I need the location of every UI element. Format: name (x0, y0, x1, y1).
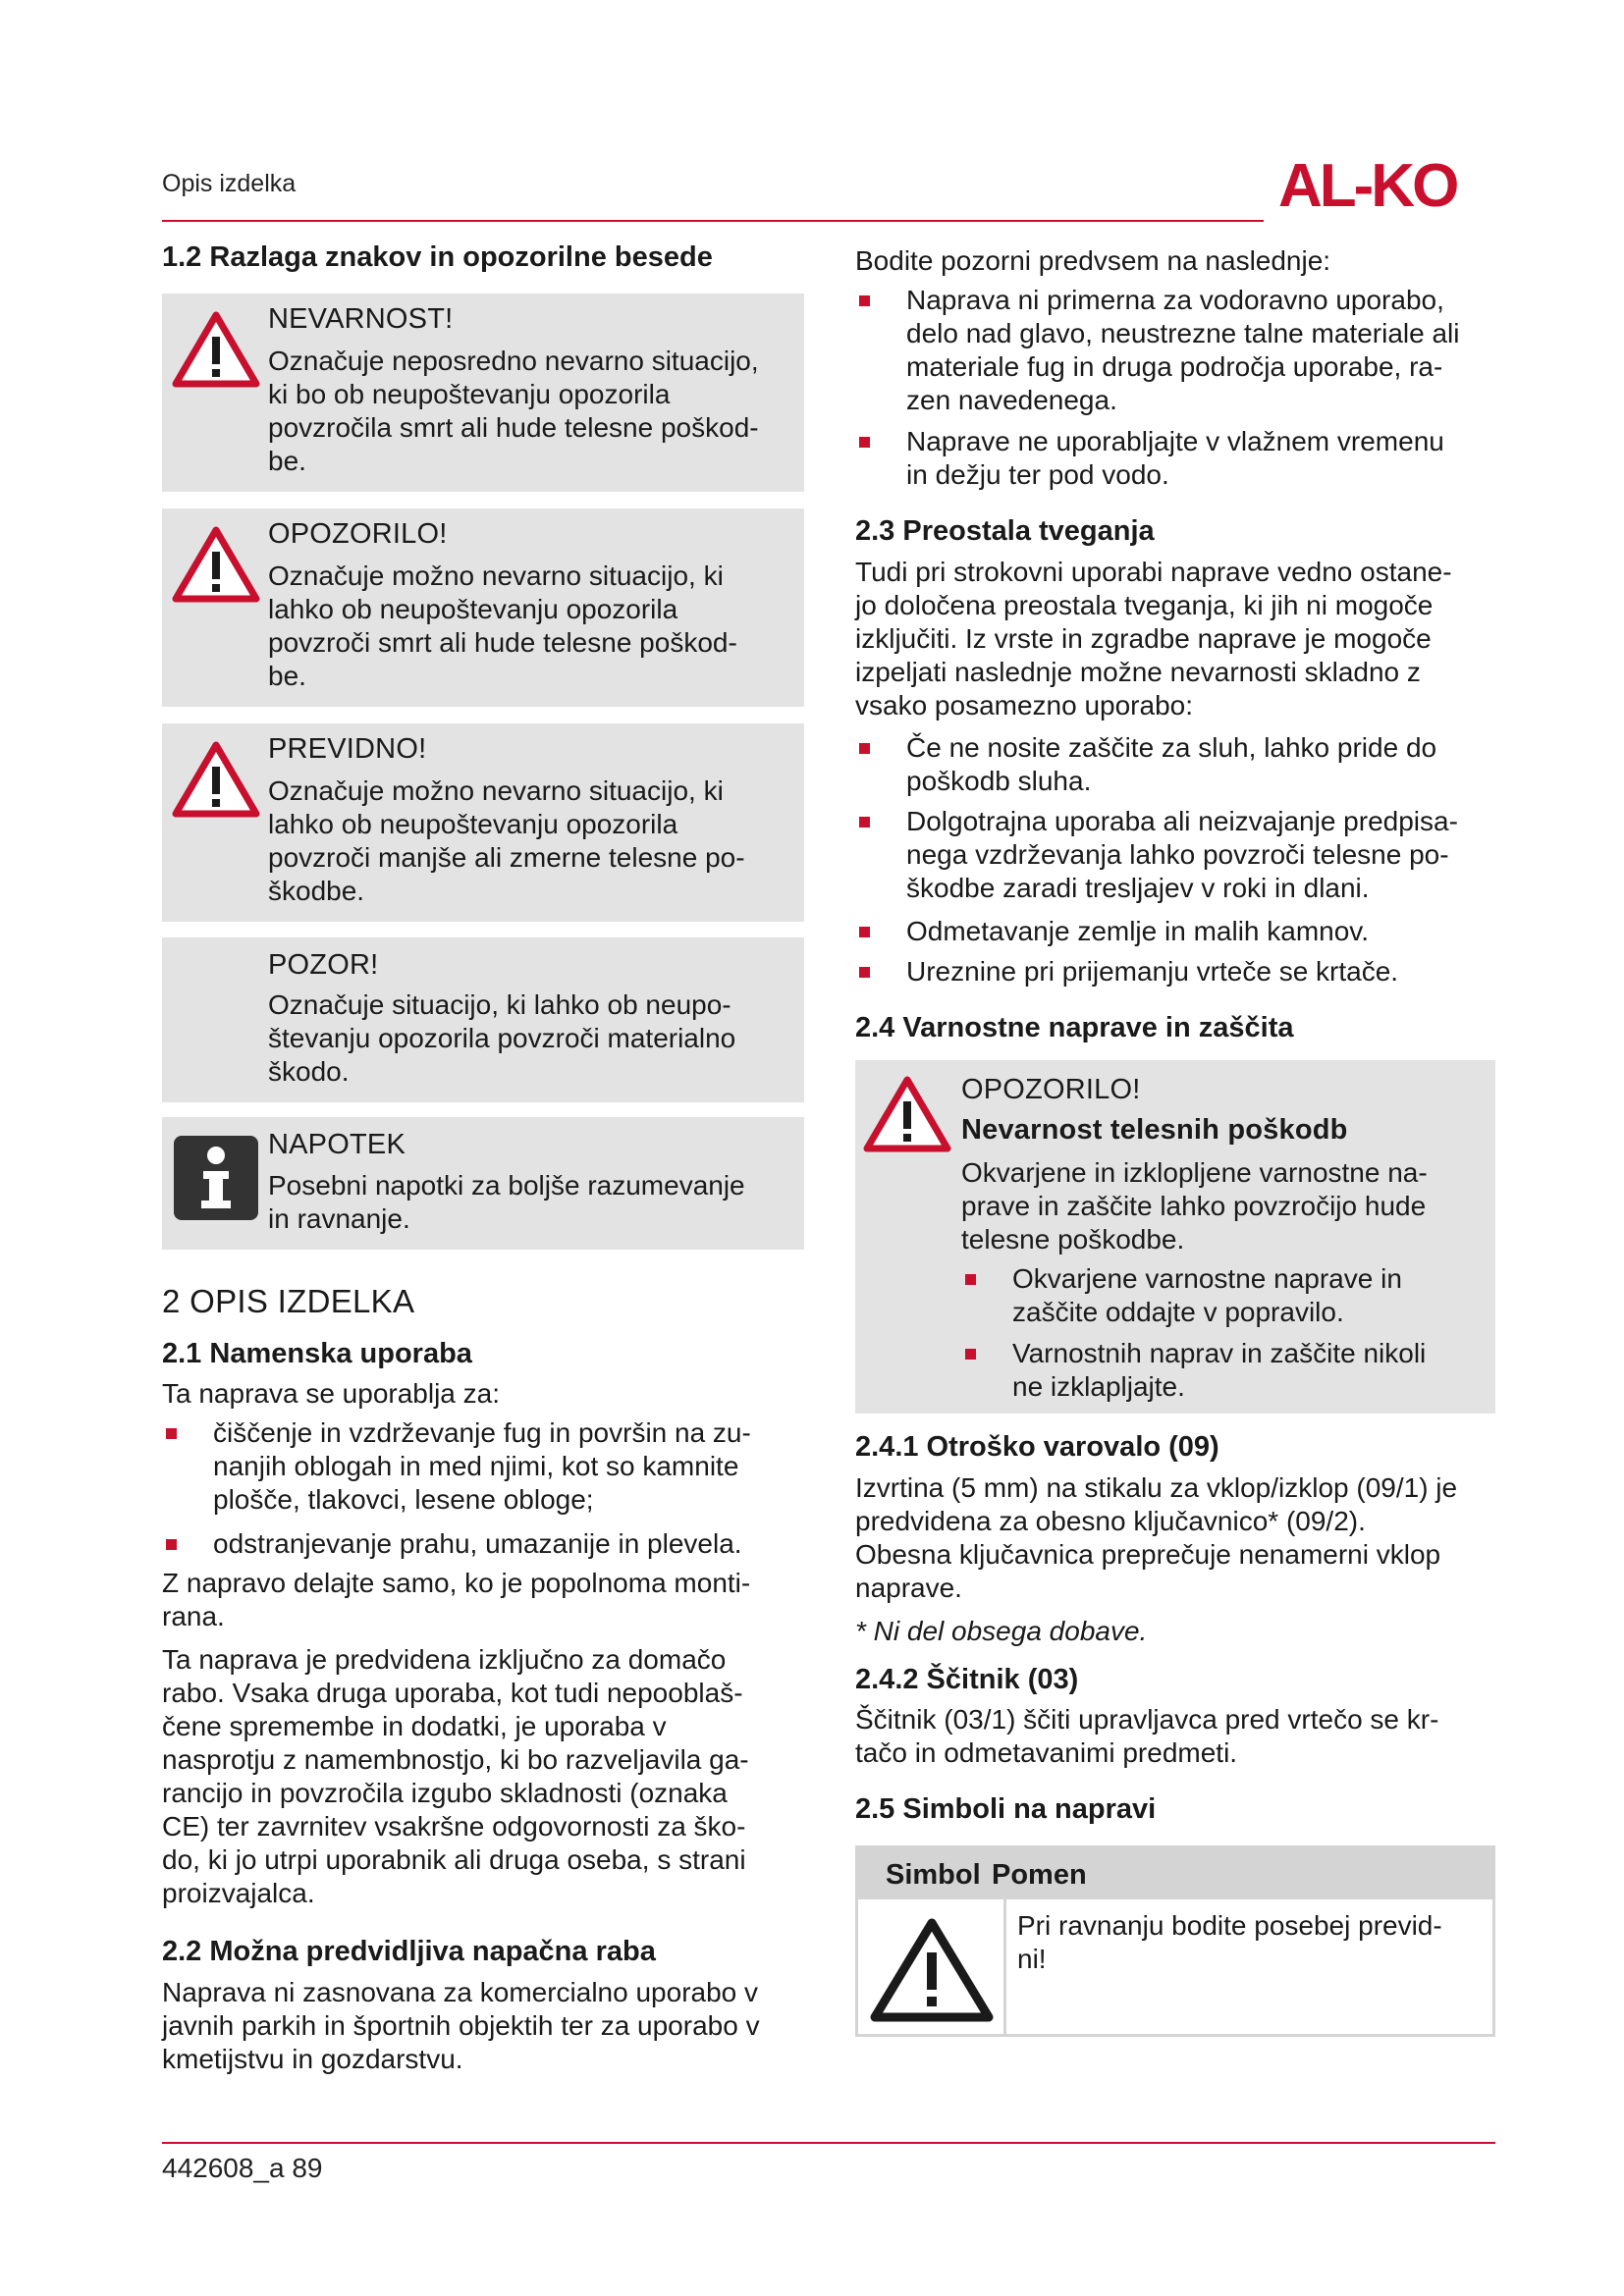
section-1-2-title: 1.2 Razlaga znakov in opozorilne besede (162, 241, 713, 273)
notice-title: POZOR! (268, 949, 379, 981)
caution-box (162, 723, 804, 922)
caution-text: Označuje možno nevarno situacijo, ki lahko ob neupoštevanju opozorila povzroči manjše ali zmerne telesne po- škodbe. (268, 775, 745, 906)
caution-triangle-icon (868, 1915, 996, 2023)
warning-triangle-icon (172, 524, 260, 603)
section-2-3-paragraph: Tudi pri strokovni uporabi naprave vedno ostane- jo določena preostala tveganja, ki jih ni mogoče izključiti. Iz vrste in zgradbe naprave je mogoče izpeljati naslednje možne nevarnosti skladno z vsako posamezno uporabo: (855, 557, 1452, 721)
list-item: Odmetavanje zemlje in malih kamnov. (855, 915, 1495, 948)
symbol-meaning: Pri ravnanju bodite posebej previd- ni! (1017, 1910, 1442, 1974)
list-item: Ureznine pri prijemanju vrteče se krtače. (855, 955, 1495, 988)
header-rule (162, 220, 1264, 222)
safety-warning-text: Okvarjene in izklopljene varnostne na- prave in zaščite lahko povzročijo hude telesne poškodbe. (961, 1157, 1428, 1255)
section-2-4-2-title: 2.4.2 Ščitnik (03) (855, 1664, 1079, 1695)
bullet-square-icon (166, 1539, 177, 1550)
bullet-square-icon (859, 743, 870, 754)
section-2-1-paragraph-2: Ta naprava je predvidena izključno za domačo rabo. Vsaka druga uporaba, kot tudi nepooblaš- čene spremembe in dodatki, je uporaba v nasprotju z namembnostjo, ki bo razveljavila ga- rancijo in povzročila izgubo skladnosti (oznaka CE) ter zavrnitev vsakršne odgovornosti za ško- do, ki jo utrpi uporabnik ali druga oseba, s strani proizvajalca. (162, 1644, 749, 1908)
safety-warning-title: OPOZORILO! (961, 1074, 1141, 1105)
list-item: Varnostnih naprav in zaščite nikoli ne izklapljajte. (961, 1337, 1482, 1404)
section-2-3-title: 2.3 Preostala tveganja (855, 515, 1155, 547)
column-header-symbol: Simbol (886, 1859, 981, 1891)
bullet-square-icon (859, 817, 870, 828)
danger-title: NEVARNOST! (268, 303, 454, 335)
warning-triangle-icon (172, 309, 260, 388)
table-divider (1003, 1899, 1006, 2034)
bullet-square-icon (859, 437, 870, 448)
section-2-2-paragraph: Naprava ni zasnovana za komercialno uporabo v javnih parkih in športnih objektih ter za uporabo v kmetijstvu in gozdarstvu. (162, 1977, 760, 2074)
section-2-1-intro: Ta naprava se uporablja za: (162, 1378, 500, 1409)
bullet-square-icon (859, 927, 870, 937)
alko-logo (1278, 157, 1494, 212)
list-item: Okvarjene varnostne naprave in zaščite oddajte v popravilo. (961, 1262, 1482, 1329)
warning-title: OPOZORILO! (268, 518, 448, 550)
page-footer: 442608_a 89 (162, 2153, 323, 2183)
footer-rule (162, 2142, 1495, 2144)
caution-title: PREVIDNO! (268, 733, 427, 765)
list-item: Dolgotrajna uporaba ali neizvajanje predpisa- nega vzdrževanja lahko povzroči telesne po- škodbe zaradi tresljajev v roki in dlani. (855, 805, 1495, 905)
column-header-meaning: Pomen (992, 1859, 1087, 1891)
bullet-square-icon (859, 967, 870, 978)
symbol-table-header (858, 1848, 1492, 1899)
safety-warning-subtitle: Nevarnost telesnih poškodb (961, 1114, 1348, 1146)
section-2-4-1-title: 2.4.1 Otroško varovalo (09) (855, 1431, 1219, 1463)
info-icon (174, 1136, 258, 1220)
list-item: Naprava ni primerna za vodoravno uporabo, delo nad glavo, neustrezne talne materiale ali materiale fug in druga področja uporabe, ra- zen navedenega. (855, 284, 1495, 417)
list-item: odstranjevanje prahu, umazanije in plevela. (162, 1527, 804, 1561)
warning-box (162, 508, 804, 707)
logo-text: AL-KO (1278, 157, 1457, 212)
danger-box (162, 294, 804, 492)
safety-warning-box (855, 1060, 1495, 1414)
delivery-note: * Ni del obsega dobave. (855, 1616, 1148, 1646)
section-2-4-title: 2.4 Varnostne naprave in zaščita (855, 1012, 1294, 1043)
running-header: Opis izdelka (162, 170, 297, 197)
tip-box (162, 1117, 804, 1250)
bullet-square-icon (859, 295, 870, 306)
tip-text: Posebni napotki za boljše razumevanje in ravnanje. (268, 1170, 745, 1234)
tip-title: NAPOTEK (268, 1129, 406, 1160)
bullet-square-icon (166, 1428, 177, 1439)
chapter-2-title: 2 OPIS IZDELKA (162, 1283, 415, 1319)
section-2-5-title: 2.5 Simboli na napravi (855, 1793, 1157, 1825)
bullet-square-icon (965, 1349, 976, 1360)
list-item: Naprave ne uporabljajte v vlažnem vremenu in dežju ter pod vodo. (855, 425, 1495, 492)
list-item: Če ne nosite zaščite za sluh, lahko pride do poškodb sluha. (855, 731, 1495, 798)
section-2-4-1-paragraph: Izvrtina (5 mm) na stikalu za vklop/izklop (09/1) je predvidena za obesno ključavnico* (09/2). Obesna ključavnica preprečuje nenamerni vklop naprave. (855, 1472, 1458, 1603)
warning-text: Označuje možno nevarno situacijo, ki lahko ob neupoštevanju opozorila povzroči smrt ali hude telesne poškod- be. (268, 561, 737, 691)
notice-box (162, 937, 804, 1102)
section-2-2-title: 2.2 Možna predvidljiva napačna raba (162, 1936, 656, 1967)
list-item: čiščenje in vzdrževanje fug in površin na zu- nanjih oblogah in med njimi, kot so kamnite plošče, tlakovci, lesene obloge; (162, 1416, 804, 1517)
right-intro: Bodite pozorni predvsem na naslednje: (855, 245, 1331, 276)
section-2-1-title: 2.1 Namenska uporaba (162, 1338, 472, 1369)
section-2-4-2-paragraph: Ščitnik (03/1) ščiti upravljavca pred vrtečo se kr- tačo in odmetavanimi predmeti. (855, 1704, 1439, 1768)
danger-text: Označuje neposredno nevarno situacijo, ki bo ob neupoštevanju opozorila povzročila smrt ali hude telesne poškod- be. (268, 346, 759, 476)
notice-text: Označuje situacijo, ki lahko ob neupo- števanju opozorila povzroči materialno škodo. (268, 989, 736, 1087)
section-2-1-paragraph-1: Z napravo delajte samo, ko je popolnoma monti- rana. (162, 1568, 751, 1631)
symbol-table (855, 1845, 1495, 2037)
warning-triangle-icon (172, 739, 260, 818)
bullet-square-icon (965, 1274, 976, 1285)
warning-triangle-icon (863, 1074, 951, 1152)
